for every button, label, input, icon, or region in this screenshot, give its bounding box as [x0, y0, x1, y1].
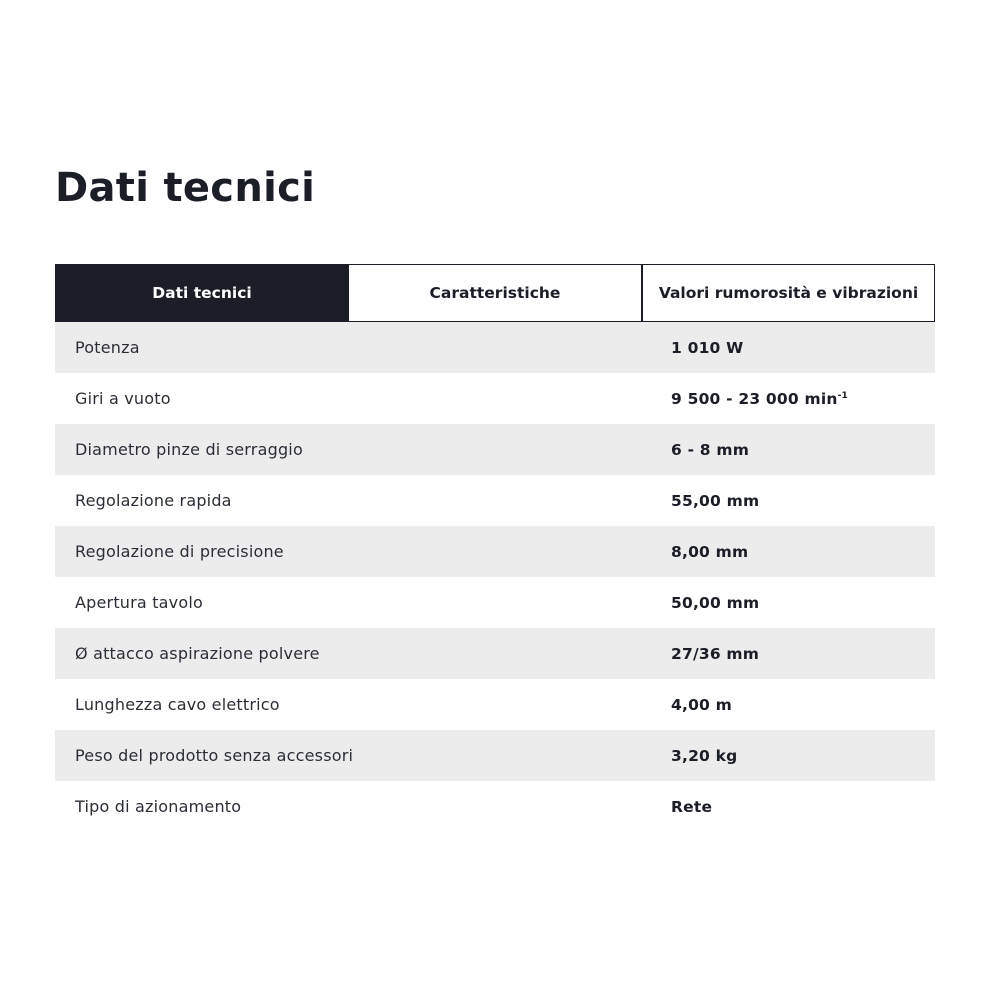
- spec-label: Regolazione rapida: [75, 491, 232, 510]
- spec-value: [671, 390, 848, 408]
- specs-table: [55, 322, 935, 832]
- tab-caratteristiche[interactable]: Caratteristiche: [349, 264, 642, 322]
- spec-value: 27/36 mm: [671, 644, 760, 663]
- spec-value: Rete: [671, 797, 713, 816]
- table-row: [55, 373, 935, 424]
- table-row: [55, 730, 935, 781]
- table-row: [55, 628, 935, 679]
- spec-label: Peso del prodotto senza accessori: [75, 746, 354, 765]
- spec-label: Regolazione di precisione: [75, 542, 284, 561]
- table-row: [55, 526, 935, 577]
- tab-dati-tecnici[interactable]: Dati tecnici: [55, 264, 349, 322]
- tab-valori-rumorosita-vibrazioni[interactable]: Valori rumorosità e vibrazioni: [642, 264, 935, 322]
- spec-label: Ø attacco aspirazione polvere: [75, 644, 320, 663]
- spec-value: 55,00 mm: [671, 491, 760, 510]
- table-row: [55, 424, 935, 475]
- spec-value: 1 010 W: [671, 338, 744, 357]
- tab-bar: [55, 264, 935, 322]
- spec-value: 4,00 m: [671, 695, 732, 714]
- spec-value: 6 - 8 mm: [671, 440, 750, 459]
- spec-label: Giri a vuoto: [75, 389, 171, 408]
- table-row: [55, 577, 935, 628]
- spec-label: Lunghezza cavo elettrico: [75, 695, 280, 714]
- spec-value: 8,00 mm: [671, 542, 749, 561]
- table-row: [55, 475, 935, 526]
- spec-label: Tipo di azionamento: [75, 797, 242, 816]
- page-title: Dati tecnici: [55, 165, 316, 211]
- table-row: [55, 679, 935, 730]
- spec-value: 50,00 mm: [671, 593, 760, 612]
- spec-label: Potenza: [75, 338, 140, 357]
- spec-label: Apertura tavolo: [75, 593, 203, 612]
- spec-value: 3,20 kg: [671, 746, 738, 765]
- spec-label: Diametro pinze di serraggio: [75, 440, 303, 459]
- table-row: [55, 322, 935, 373]
- spec-value-text: 9 500 - 23 000 min: [671, 389, 838, 408]
- table-row: [55, 781, 935, 832]
- spec-value-superscript: -1: [837, 390, 848, 401]
